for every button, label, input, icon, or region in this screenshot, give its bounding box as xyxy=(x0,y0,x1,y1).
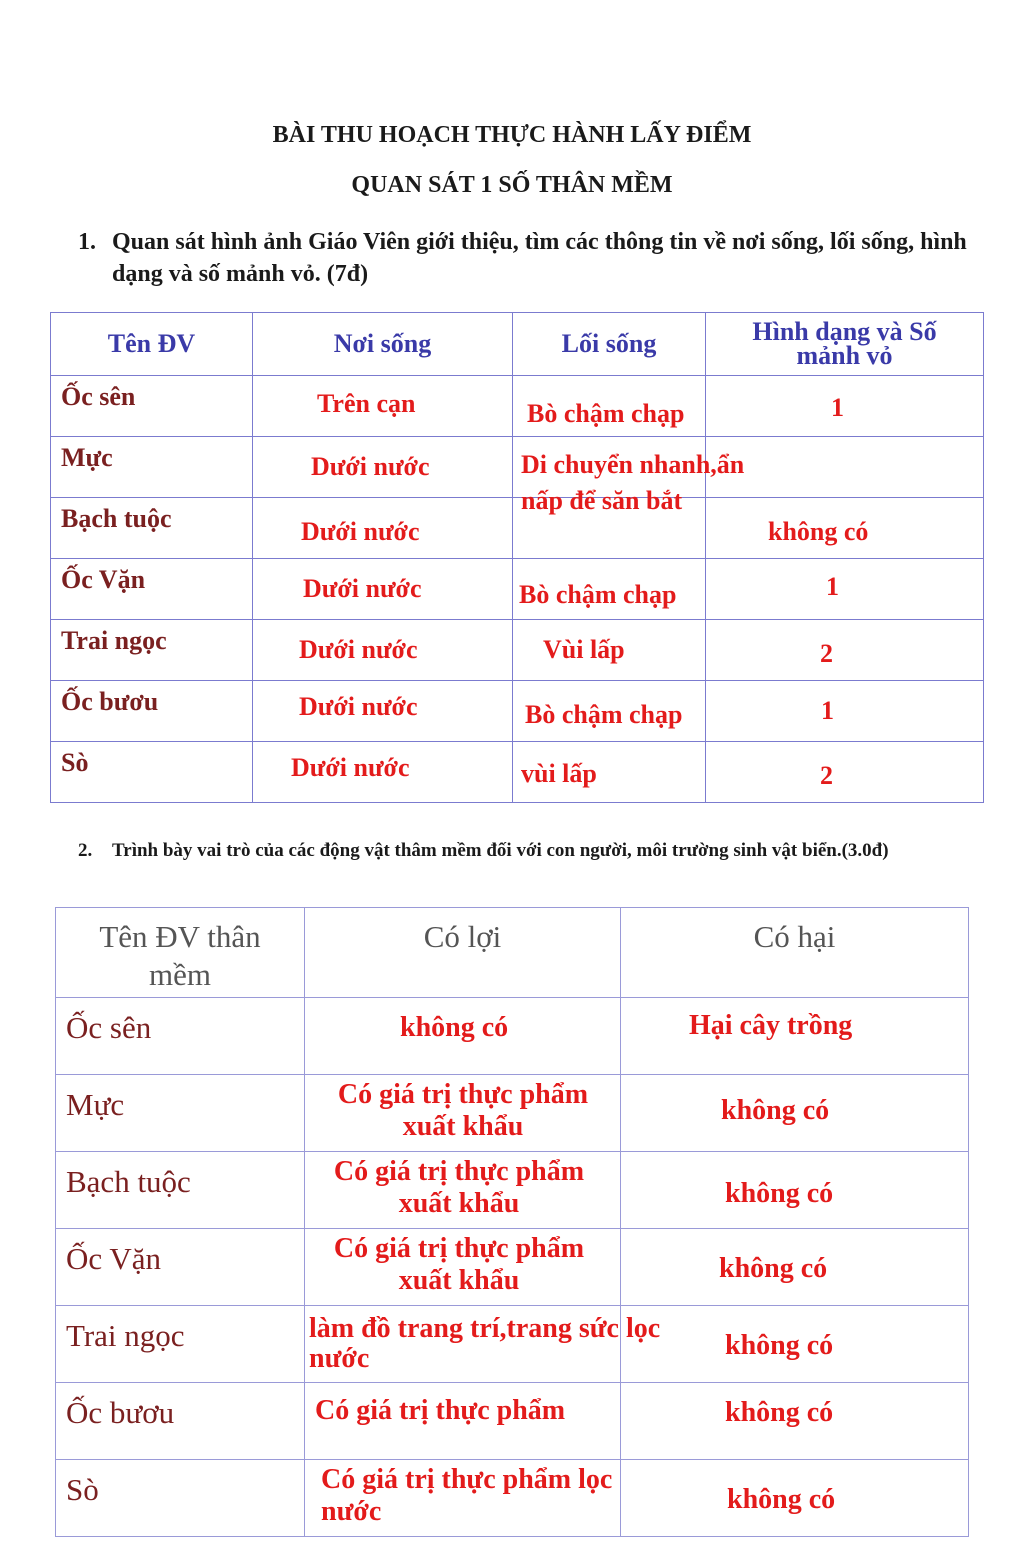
animal-name: Sò xyxy=(56,1460,305,1537)
animal-name: Bạch tuộc xyxy=(51,498,253,559)
question-2-text: Trình bày vai trò của các động vật thâm mềm đối với con người, môi trường sinh vật biển.(3.0đ) xyxy=(112,840,889,861)
header-animal: Tên ĐV xyxy=(51,313,253,376)
table-row xyxy=(51,620,984,681)
benefit-answer: không có xyxy=(400,1012,509,1043)
benefit-answer: làm đồ trang trí,trang sức lọc nước xyxy=(309,1313,661,1374)
table-row xyxy=(51,498,984,559)
animal-name: Trai ngọc xyxy=(56,1306,305,1383)
lifestyle-answer: Di chuyển nhanh,ẩn nấp để săn bắt xyxy=(521,450,745,515)
table-row xyxy=(56,1075,969,1152)
habitat-answer: Dưới nước xyxy=(303,574,422,603)
habitat-answer: Dưới nước xyxy=(311,452,430,481)
table-row xyxy=(56,1152,969,1229)
animal-name: Ốc sên xyxy=(51,376,253,437)
benefit-answer: Có giá trị thực phẩm lọc nước xyxy=(321,1464,613,1527)
shells-answer: 1 xyxy=(821,696,834,725)
harm-answer: không có xyxy=(725,1330,834,1361)
benefit-answer: Có giá trị thực phẩm xuất khẩu xyxy=(333,1156,585,1219)
table-row xyxy=(51,376,984,437)
habitat-answer: Dưới nước xyxy=(299,692,418,721)
harm-answer: không có xyxy=(719,1253,828,1284)
table-row xyxy=(51,681,984,742)
harm-answer: không có xyxy=(721,1095,830,1126)
habitat-answer: Dưới nước xyxy=(301,517,420,546)
table-row xyxy=(56,998,969,1075)
table-row xyxy=(56,1383,969,1460)
lifestyle-answer: Vùi lấp xyxy=(543,635,625,664)
table-header-row xyxy=(56,908,969,998)
table-header-row xyxy=(51,313,984,376)
shells-answer: 2 xyxy=(820,639,833,668)
question-1-number: 1. xyxy=(78,229,96,255)
table-row xyxy=(51,742,984,803)
animal-name: Ốc Vặn xyxy=(56,1229,305,1306)
header-shells: Hình dạng và Số mảnh vỏ xyxy=(706,313,984,376)
shells-answer: 1 xyxy=(826,572,839,601)
animal-name: Trai ngọc xyxy=(51,620,253,681)
table-row xyxy=(56,1306,969,1383)
animal-name: Bạch tuộc xyxy=(56,1152,305,1229)
question-1-text: Quan sát hình ảnh Giáo Viên giới thiệu, tìm các thông tin về nơi sống, lối sống, hình dạng và số mảnh vỏ. (7đ) xyxy=(112,229,967,287)
lifestyle-answer: Bò chậm chạp xyxy=(519,580,677,609)
question-2-number: 2. xyxy=(78,840,93,861)
harm-answer: không có xyxy=(727,1484,836,1515)
habitat-answer: Trên cạn xyxy=(317,389,416,418)
animal-name: Mực xyxy=(56,1075,305,1152)
benefit-answer: Có giá trị thực phẩm xuất khẩu xyxy=(333,1233,585,1296)
benefit-answer: Có giá trị thực phẩm xyxy=(315,1395,566,1426)
animal-name: Ốc sên xyxy=(56,998,305,1075)
shells-answer: 2 xyxy=(820,761,833,790)
habitat-answer: Dưới nước xyxy=(291,753,410,782)
harm-answer: không có xyxy=(725,1397,834,1428)
role-table xyxy=(55,907,969,1537)
header-harm: Có hại xyxy=(621,908,969,998)
table-row xyxy=(56,1229,969,1306)
animal-name: Sò xyxy=(51,742,253,803)
title-line-1: BÀI THU HOẠCH THỰC HÀNH LẤY ĐIỂM xyxy=(272,122,752,148)
shells-answer: 1 xyxy=(831,393,844,422)
animal-name: Ốc Vặn xyxy=(51,559,253,620)
lifestyle-answer: Bò chậm chạp xyxy=(527,399,685,428)
table-row xyxy=(51,559,984,620)
title-line-2: QUAN SÁT 1 SỐ THÂN MỀM xyxy=(351,172,673,198)
habitat-answer: Dưới nước xyxy=(299,635,418,664)
table-row xyxy=(51,437,984,498)
table-row xyxy=(56,1460,969,1537)
header-animal: Tên ĐV thân mềm xyxy=(56,908,305,998)
lifestyle-answer: Bò chậm chạp xyxy=(525,700,683,729)
harm-answer: không có xyxy=(725,1178,834,1209)
harm-answer: Hại cây trồng xyxy=(689,1010,853,1041)
header-lifestyle: Lối sống xyxy=(513,313,706,376)
benefit-answer: Có giá trị thực phẩm xuất khẩu xyxy=(337,1079,589,1142)
animal-name: Mực xyxy=(51,437,253,498)
animal-name: Ốc bươu xyxy=(51,681,253,742)
habitat-table xyxy=(50,312,984,803)
header-habitat: Nơi sống xyxy=(253,313,513,376)
animal-name: Ốc bươu xyxy=(56,1383,305,1460)
header-benefit: Có lợi xyxy=(305,908,621,998)
shells-answer: không có xyxy=(768,517,869,546)
lifestyle-answer: vùi lấp xyxy=(521,759,597,788)
